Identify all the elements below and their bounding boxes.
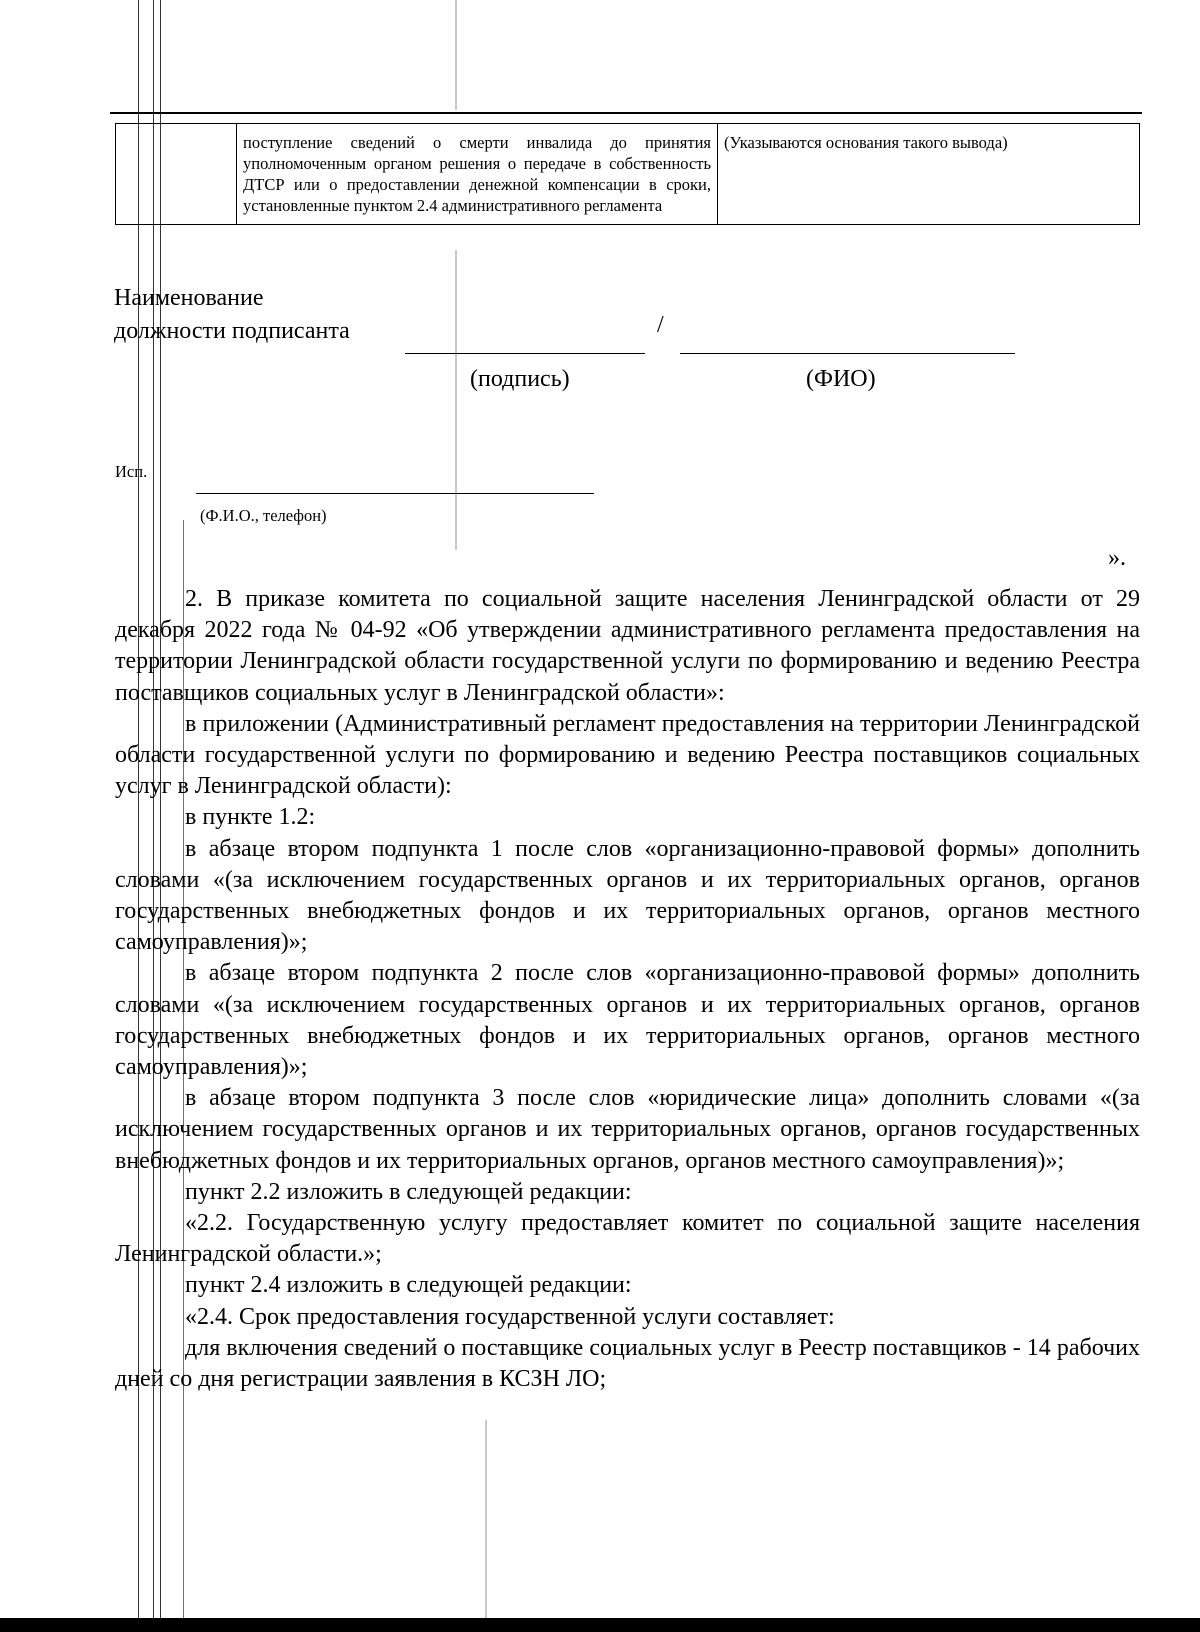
executor-line <box>196 493 594 494</box>
paragraph: «2.4. Срок предоставления государственной услуги составляет: <box>185 1303 835 1330</box>
form-table <box>115 123 1140 225</box>
signatory-title-line2: должности подписанта <box>114 318 350 344</box>
table-cell-note: (Указываются основания такого вывода) <box>718 124 1140 225</box>
name-line <box>680 353 1015 354</box>
scan-artifact-dust <box>455 0 457 110</box>
paragraph: пункт 2.4 изложить в следующей редакции: <box>185 1272 632 1299</box>
paragraph: пункт 2.2 изложить в следующей редакции: <box>185 1178 632 1205</box>
table-cell-empty <box>116 124 237 225</box>
scan-artifact-dust <box>485 1420 487 1620</box>
table-row <box>116 124 1140 225</box>
paragraph: в приложении (Административный регламент предоставления на территории Ленинградской области государственной услуги по формированию и ведению Реестра поставщиков социальных услуг в Ленинградской области): <box>115 710 1140 800</box>
executor-label: Исп. <box>115 462 148 481</box>
signatory-title <box>114 282 350 348</box>
paragraph: в абзаце втором подпункта 3 после слов «юридические лица» дополнить словами «(за исключением государственных органов и их территориальных органов, органов государственных внебюджетных фондов и их территориальных органов, органов местного самоуправления)»; <box>115 1085 1140 1174</box>
paragraph: «2.2. Государственную услугу предоставляет комитет по социальной защите населения Ленинградской области.»; <box>115 1210 1140 1268</box>
table-cell-condition: поступление сведений о смерти инвалида до принятия уполномоченным органом решения о передаче в собственность ДТСР или о предоставлении денежной компенсации в сроки, установленные пунктом 2.4 административного регламента <box>237 124 718 225</box>
scan-artifact-dust <box>455 250 457 550</box>
signature-slash: / <box>657 312 664 338</box>
paragraph: в пункте 1.2: <box>185 804 316 831</box>
signatory-title-line1: Наименование <box>114 285 264 311</box>
document-body <box>115 584 1140 1395</box>
closing-quote: ». <box>1108 545 1126 571</box>
signature-line <box>405 353 645 354</box>
paragraph: в абзаце втором подпункта 1 после слов «организационно-правовой формы» дополнить словами «(за исключением государственных органов и их территориальных органов, органов государственных внебюджетных фондов и их территориальных органов, органов местного самоуправления)»; <box>115 835 1140 956</box>
signature-caption: (подпись) <box>470 366 570 392</box>
executor-caption: (Ф.И.О., телефон) <box>200 506 327 525</box>
name-caption: (ФИО) <box>806 366 876 392</box>
paragraph: в абзаце втором подпункта 2 после слов «организационно-правовой формы» дополнить словами «(за исключением государственных органов и их территориальных органов, органов государственных внебюджетных фондов и их территориальных органов, органов местного самоуправления)»; <box>115 960 1140 1081</box>
page-top-rule <box>110 112 1142 114</box>
paragraph: 2. В приказе комитета по социальной защите населения Ленинградской области от 29 декабря 2022 года № 04-92 «Об утверждении административного регламента предоставления на территории Ленинградской области государственной услуги по формированию и ведению Реестра поставщиков социальных услуг в Ленинградской области»: <box>115 586 1140 706</box>
scan-bottom-edge <box>0 1618 1200 1632</box>
paragraph: для включения сведений о поставщике социальных услуг в Реестр поставщиков - 14 рабочих дней со дня регистрации заявления в КСЗН ЛО; <box>115 1334 1140 1393</box>
